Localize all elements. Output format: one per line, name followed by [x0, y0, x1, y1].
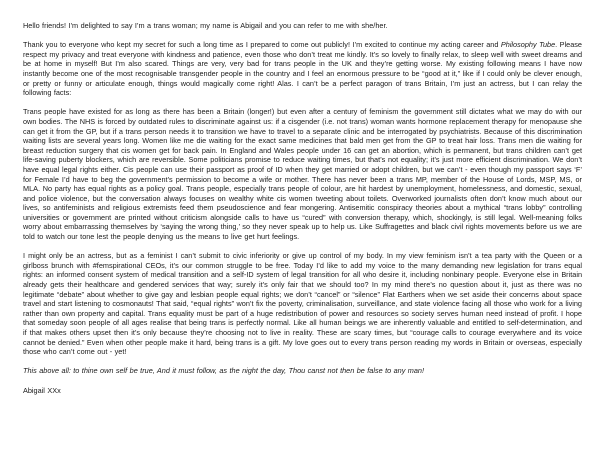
text-segment: . Please respect my privacy and treat everyone with kindness and patience, even those who don’t treat me kindly. It’s so lovely to finally relax, to sleep well with sweet dreams and be at home in myself! But I’m also scared. Things are very, very bad for trans people in the UK and they’re getting worse. My existing following means I have now instantly become one of the most recognisable transgender people in the country and I feel an enormous pressure to be “good at it,” like if I could only be clever enough, or pretty or funny or articulate enough, things would magically come right! Alas. I can’t be a perfect paragon of trans Britain, I’m just an actress, but I can relay the following facts:: [23, 40, 582, 98]
paragraph: [23, 366, 582, 376]
text-segment: Thank you to everyone who kept my secret for such a long time as I prepared to come out publicly! I’m excited to continue my acting career and: [23, 40, 501, 50]
text-segment: This above all: to thine own self be true, And it must follow, as the night the day, Thou canst not then be false to any man!: [23, 366, 425, 376]
text-segment: Trans people have existed for as long as there has been a Britain (longer!) but even after a century of feminism the government still dictates what we may do with our own bodies. The NHS is forced by outdated rules to discriminate against us: if a cisgender (i.e. not trans) woman wants hormone replacement therapy for menopause she can get it from the GP, but if a trans person needs it to transition we have to travel to a separate clinic and be interrogated by psychiatrists. Because of this discrimination waiting lists are several years long. Women like me die waiting for the exact same medicines that bald men get from the GP to treat hair loss. Trans men die waiting for breast reduction surgery that cis women get for back pain. In England and Wales people under 16 can get an abortion, which is permanent, but trans children can’t get life-saving puberty blockers, which are reversible. Some politicians promise to reduce waiting times, but that’s not equality; it’s just more efficient discrimination. We don’t have equal legal rights either. Cis people can use their passport as proof of ID when they get married or adopt children, but we can’t - even though my passport says ‘F’ for Female I’d have to beg the government’s permission to become a wife or mother. There has never been a trans MP, member of the House of Lords, MSP, MS, or MLA. No party has equal rights as a policy goal. Trans people, especially trans people of colour, are hit hardest by unemployment, homelessness, and domestic, sexual, and police violence, but the conversation always focuses on wealthy white cis women tweeting about toilets. Overworked journalists often don’t know much about our lives, so antifeminists and religious extremists feed them pseudoscience and fear mongering. Antisemitic conspiracy theories about a mythical “trans lobby” controlling universities or government are printed without criticism alongside calls to have us “cured” with conversion therapy, which, shockingly, is still legal. Well-meaning folks worry about embarrassing themselves by ‘saying the wrong thing,’ so they never speak up to help us. Like Suffragettes and black civil rights movements before us we are told to watch our tone lest the people denying us the means to live get hurt feelings.: [23, 107, 582, 242]
paragraph: [23, 21, 582, 31]
text-segment: Abigail XXx: [23, 385, 61, 395]
document-body: [23, 21, 582, 395]
signature: [23, 386, 582, 396]
text-segment: Hello friends! I’m delighted to say I’m a trans woman; my name is Abigail and you can refer to me with she/her.: [23, 21, 388, 30]
text-segment: I might only be an actress, but as a feminist I can’t submit to civic inferiority or give up control of my body. In my view feminism isn’t a tea party with the Queen or a girlboss brunch with #femspirational CEOs, it’s our common struggle to be free. Today I’d like to add my voice to the many demanding new legislation for trans equal rights: an informed consent system of medical transition and a self-ID system of legal transition for all who desire it, including nonbinary people. Everyone else in Britain already gets their healthcare and gendered services that way; surely it’s only fair that we should too? In my mind there’s no question about it, just as there was no legitimate “debate” about whether to give gay and lesbian people equal rights; we don’t “cancel” or “silence” Flat Earthers when we set aside their concerns about space travel and start listening to cosmonauts! That said, “equal rights” won’t fix the poverty, criminalisation, surveillance, and state violence facing all those who work for a living rather than own property and capital. Trans equality must be part of a huge redistribution of power and resources so society serves human need instead of profit. I hope that someday soon people of all ages realise that being trans is perfectly normal. Like all human beings we are inherently valuable and entitled to self-determination, and if that makes others upset then it’s only because they’re choosing not to live in reality. These are scary times, but “courage calls to courage everywhere and its voice cannot be denied.” Even when other people make it hard, being trans is a gift. My love goes out to every trans person reading my words in Britain or overseas, especially those who can’t come out - yet!: [23, 251, 582, 357]
paragraph: [23, 251, 582, 357]
paragraph: [23, 107, 582, 241]
text-segment: Philosophy Tube: [500, 40, 556, 50]
paragraph: [23, 40, 582, 98]
